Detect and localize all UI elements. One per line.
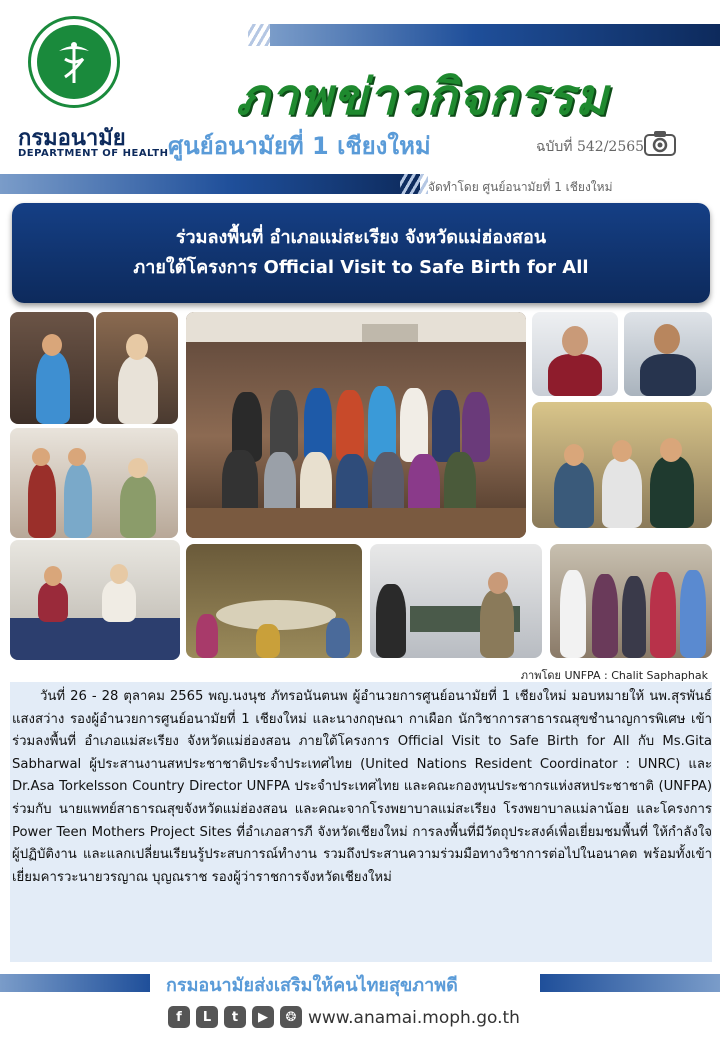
mid-bar-stripes [400,174,428,194]
camera-icon [644,130,676,156]
article-body: วันที่ 26 - 28 ตุลาคม 2565 พญ.นงนุช ภัทรอนันตนพ ผู้อำนวยการศูนย์อนามัยที่ 1 เชียงใหม่ มอบหมายให้ นพ.สุรพันธ์ แสงสว่าง รองผู้อำนวยการศูนย์อนามัยที่ 1 เชียงใหม่ และนางกฤษณา กาเผือก นักวิชาการสาธารณสุขชำนาญการพิเศษ เข้าร่วมลงพื้นที่ อำเภอแม่สะเรียง จังหวัดแม่ฮ่องสอน ภายใต้โครงการ Official Visit to Safe Birth for All กับ Ms.Gita Sabharwal ผู้ประสานงานสหประชาชาติประจำประเทศไทย (United Nations Resident Coordinator : UNRC) และ Dr.Asa Torkelsson Country Director UNFPA ประจำประเทศไทย และคณะกองทุนประชากรแห่งสหประชาชาติ (UNFPA) ร่วมกับ นายแพทย์สาธารณสุขจังหวัดแม่ฮ่องสอน และคณะจากโรงพยาบาลแม่สะเรียง โรงพยาบาลแม่ลาน้อย และโครงการ Power Teen Mothers Project Sites ที่อำเภอสารภี จังหวัดเชียงใหม่ การลงพื้นที่มีวัตถุประสงค์เพื่อเยี่ยมชมพื้นที่ ให้กำลังใจผู้ปฏิบัติงาน และแลกเปลี่ยนเรียนรู้ประสบการณ์ทำงาน รวมถึงประสานความร่วมมือทางวิชาการต่อไปในอนาคต พร้อมทั้งเข้าเยี่ยมคารวะนายวรญาณ บุญณราช รองผู้ว่าราชการจังหวัดเชียงใหม่ [12,689,712,885]
headline-line-1: ร่วมลงพื้นที่ อำเภอแม่สะเรียง จังหวัดแม่ฮ่องสอน [175,227,547,248]
department-name-english: DEPARTMENT OF HEALTH [18,148,169,159]
footer-slogan: กรมอนามัยส่งเสริมให้คนไทยสุขภาพดี [166,975,458,996]
header-top-bar [270,24,720,46]
photo-community-meeting [186,544,362,658]
photo-woman-mask [532,312,618,396]
line-icon[interactable]: L [196,1006,218,1028]
twitter-icon[interactable]: t [224,1006,246,1028]
website-link[interactable]: www.anamai.moph.go.th [308,1008,520,1028]
center-name: ศูนย์อนามัยที่ 1 เชียงใหม่ [168,132,431,160]
organizer-credit: จัดทำโดย ศูนย์อนามัยที่ 1 เชียงใหม่ [428,180,613,194]
photo-group-main [186,312,526,538]
issue-number: ฉบับที่ 542/2565 [536,139,645,155]
footer-bar-right [540,974,720,992]
headline-banner [12,203,710,303]
photo-man-speaking [624,312,712,396]
header-mid-bar [0,174,420,194]
photo-speaker-woman [96,312,178,424]
photo-conference-room [370,544,542,658]
facebook-icon[interactable]: f [168,1006,190,1028]
headline-line-2: ภายใต้โครงการ Official Visit to Safe Birth for All [133,257,589,278]
photo-meeting-masks [532,402,712,528]
department-name-thai: กรมอนามัย [18,126,126,151]
web-icon[interactable]: ❂ [280,1006,302,1028]
caduceus-icon [49,37,99,87]
photo-clinic-visit [10,428,178,538]
photo-speaker-man [10,312,94,424]
photo-credit: ภาพโดย UNFPA : Chalit Saphaphak [520,669,708,682]
logo-emblem [37,25,111,99]
ministry-logo-icon [28,16,120,108]
photo-office-table [10,540,180,660]
youtube-icon[interactable]: ▶ [252,1006,274,1028]
photo-outdoor-group [550,544,712,658]
footer-bar-left [0,974,150,992]
page-title: ภาพข่าวกิจกรรม [236,68,609,126]
